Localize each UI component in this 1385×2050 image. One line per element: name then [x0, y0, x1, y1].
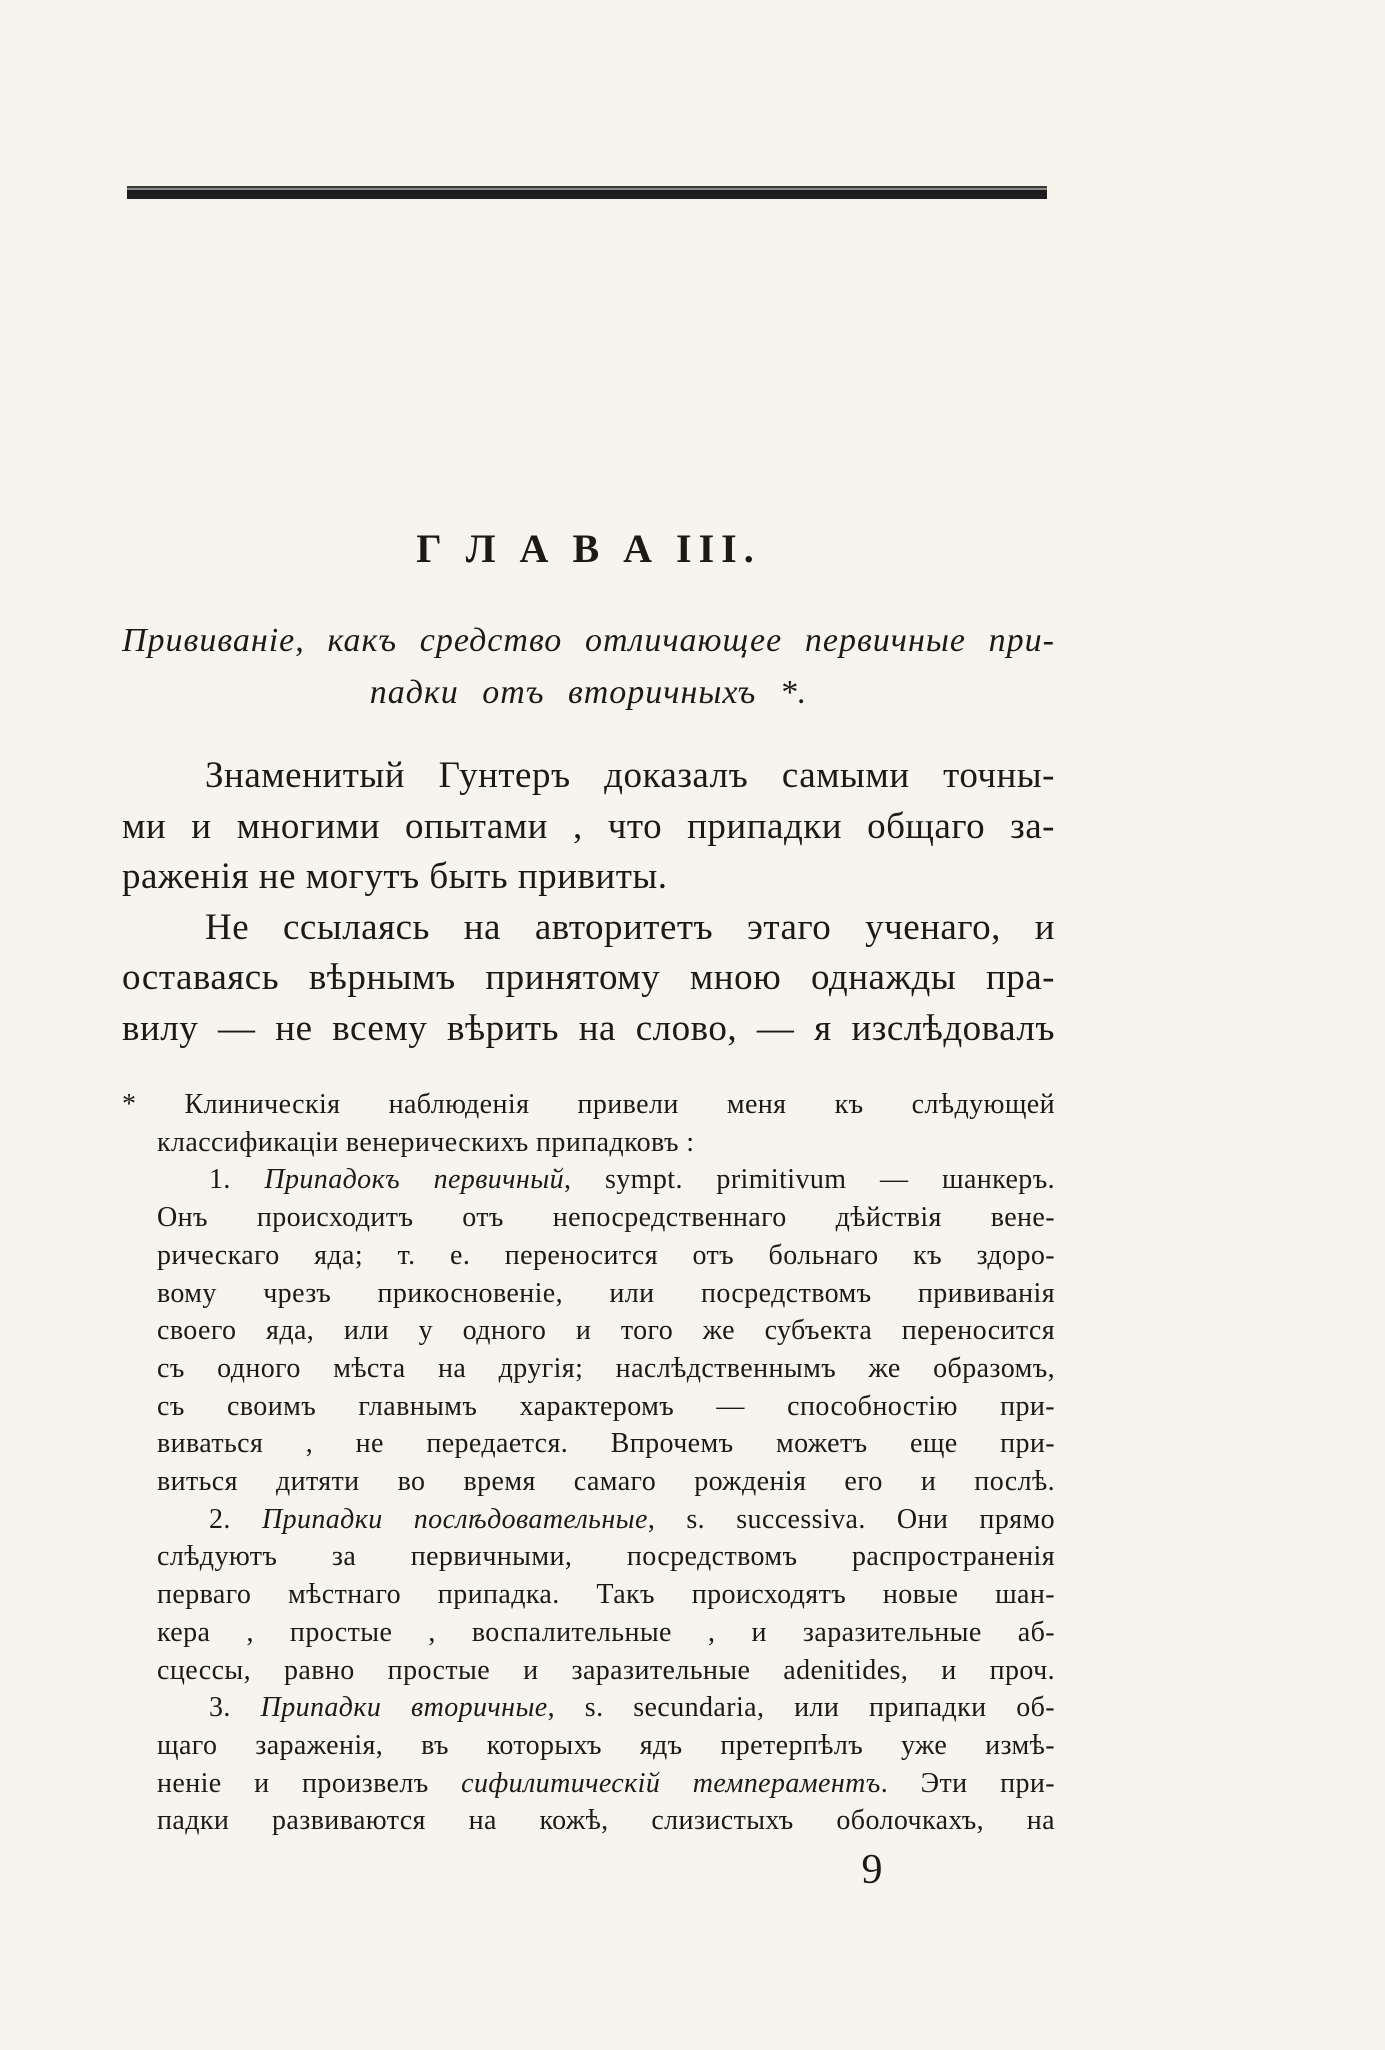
chapter-subtitle — [122, 615, 1055, 719]
footnote-italic-term: Припадки вторичные — [260, 1692, 548, 1724]
body-line: раженія не могутъ быть привиты. — [122, 856, 668, 898]
item-number: 1. — [209, 1164, 265, 1196]
footnote-italic-term: сифилитическій темпераментъ — [461, 1767, 881, 1799]
subtitle-line: Прививаніе, какъ средство отличающее первичные при- — [122, 622, 1055, 659]
footnote-item-1 — [157, 1161, 1055, 1199]
body-line: Не ссылаясь на авторитетъ этаго ученаго, и — [205, 906, 1055, 948]
footnote-text: неніе и произвелъ — [157, 1767, 462, 1799]
footnote-line: щаго зараженія, въ которыхъ ядъ претерпѣлъ уже измѣ- — [157, 1729, 1055, 1761]
footnote-line: съ своимъ главнымъ характеромъ — способностію при- — [157, 1390, 1055, 1422]
footnote-line: съ одного мѣста на другія; наслѣдственнымъ же образомъ, — [157, 1352, 1055, 1384]
paragraph — [122, 903, 1055, 1055]
body-line: ми и многими опытами , что припадки общаго за- — [122, 805, 1055, 847]
chapter-heading: Г Л А В А III. — [416, 526, 761, 571]
footnote-line: рическаго яда; т. е. переносится отъ больнаго къ здоро- — [157, 1239, 1055, 1271]
footnote-text: . Эти при- — [880, 1767, 1055, 1799]
footnote-line: классификаціи венерическихъ припадковъ : — [157, 1126, 695, 1158]
footnote — [122, 1086, 1056, 1840]
decorative-rule — [127, 186, 1047, 199]
item-number: 2. — [209, 1503, 262, 1535]
footnote-line: своего яда, или у одного и того же субъекта переносится — [157, 1315, 1055, 1347]
footnote-line: виться дитяти во время самаго рожденія его и послѣ. — [157, 1466, 1055, 1498]
footnote-line: перваго мѣстнаго припадка. Такъ происходятъ новые шан- — [157, 1579, 1055, 1611]
footnote-line: вому чрезъ прикосновеніе, или посредствомъ прививанія — [157, 1277, 1055, 1309]
subtitle-line: падки отъ вторичныхъ *. — [369, 674, 808, 711]
footnote-line: Онъ происходитъ отъ непосредственнаго дѣйствія вене- — [157, 1202, 1055, 1234]
footnote-text: , s. secundaria, или припадки об- — [547, 1692, 1055, 1724]
footnote-line: виваться , не передается. Впрочемъ можетъ еще при- — [157, 1428, 1055, 1460]
footnote-line: слѣдуютъ за первичными, посредствомъ распространенія — [157, 1541, 1055, 1573]
body-line: оставаясь вѣрнымъ принятому мною однажды пра- — [122, 957, 1055, 999]
footnote-line: * Клиническія наблюденія привели меня къ слѣдующей — [122, 1089, 1055, 1120]
footnote-line: сцессы, равно простые и заразительные adenitides, и проч. — [157, 1654, 1055, 1686]
item-number: 3. — [209, 1692, 261, 1724]
body-text — [122, 751, 1055, 1055]
footnote-line — [157, 1765, 1055, 1803]
body-line: вилу — не всему вѣрить на слово, — я изслѣдовалъ — [122, 1007, 1055, 1049]
footnote-text: , s. successiva. Они прямо — [647, 1503, 1056, 1535]
footnote-line: кера , простые , воспалительные , и заразительные аб- — [157, 1616, 1055, 1648]
footnote-italic-term: Припадокъ первичный — [264, 1164, 564, 1196]
body-line: Знаменитый Гунтеръ доказалъ самыми точны- — [205, 755, 1055, 796]
page-number: 9 — [861, 1847, 883, 1893]
footnote-italic-term: Припадки послѣдовательные — [261, 1503, 648, 1535]
paragraph — [122, 751, 1055, 903]
footnote-text: , sympt. primitivum — шанкеръ. — [564, 1164, 1055, 1196]
footnote-line: падки развиваются на кожѣ, слизистыхъ оболочкахъ, на — [157, 1805, 1055, 1837]
footnote-item-2 — [157, 1501, 1055, 1539]
footnote-item-3 — [157, 1689, 1055, 1727]
